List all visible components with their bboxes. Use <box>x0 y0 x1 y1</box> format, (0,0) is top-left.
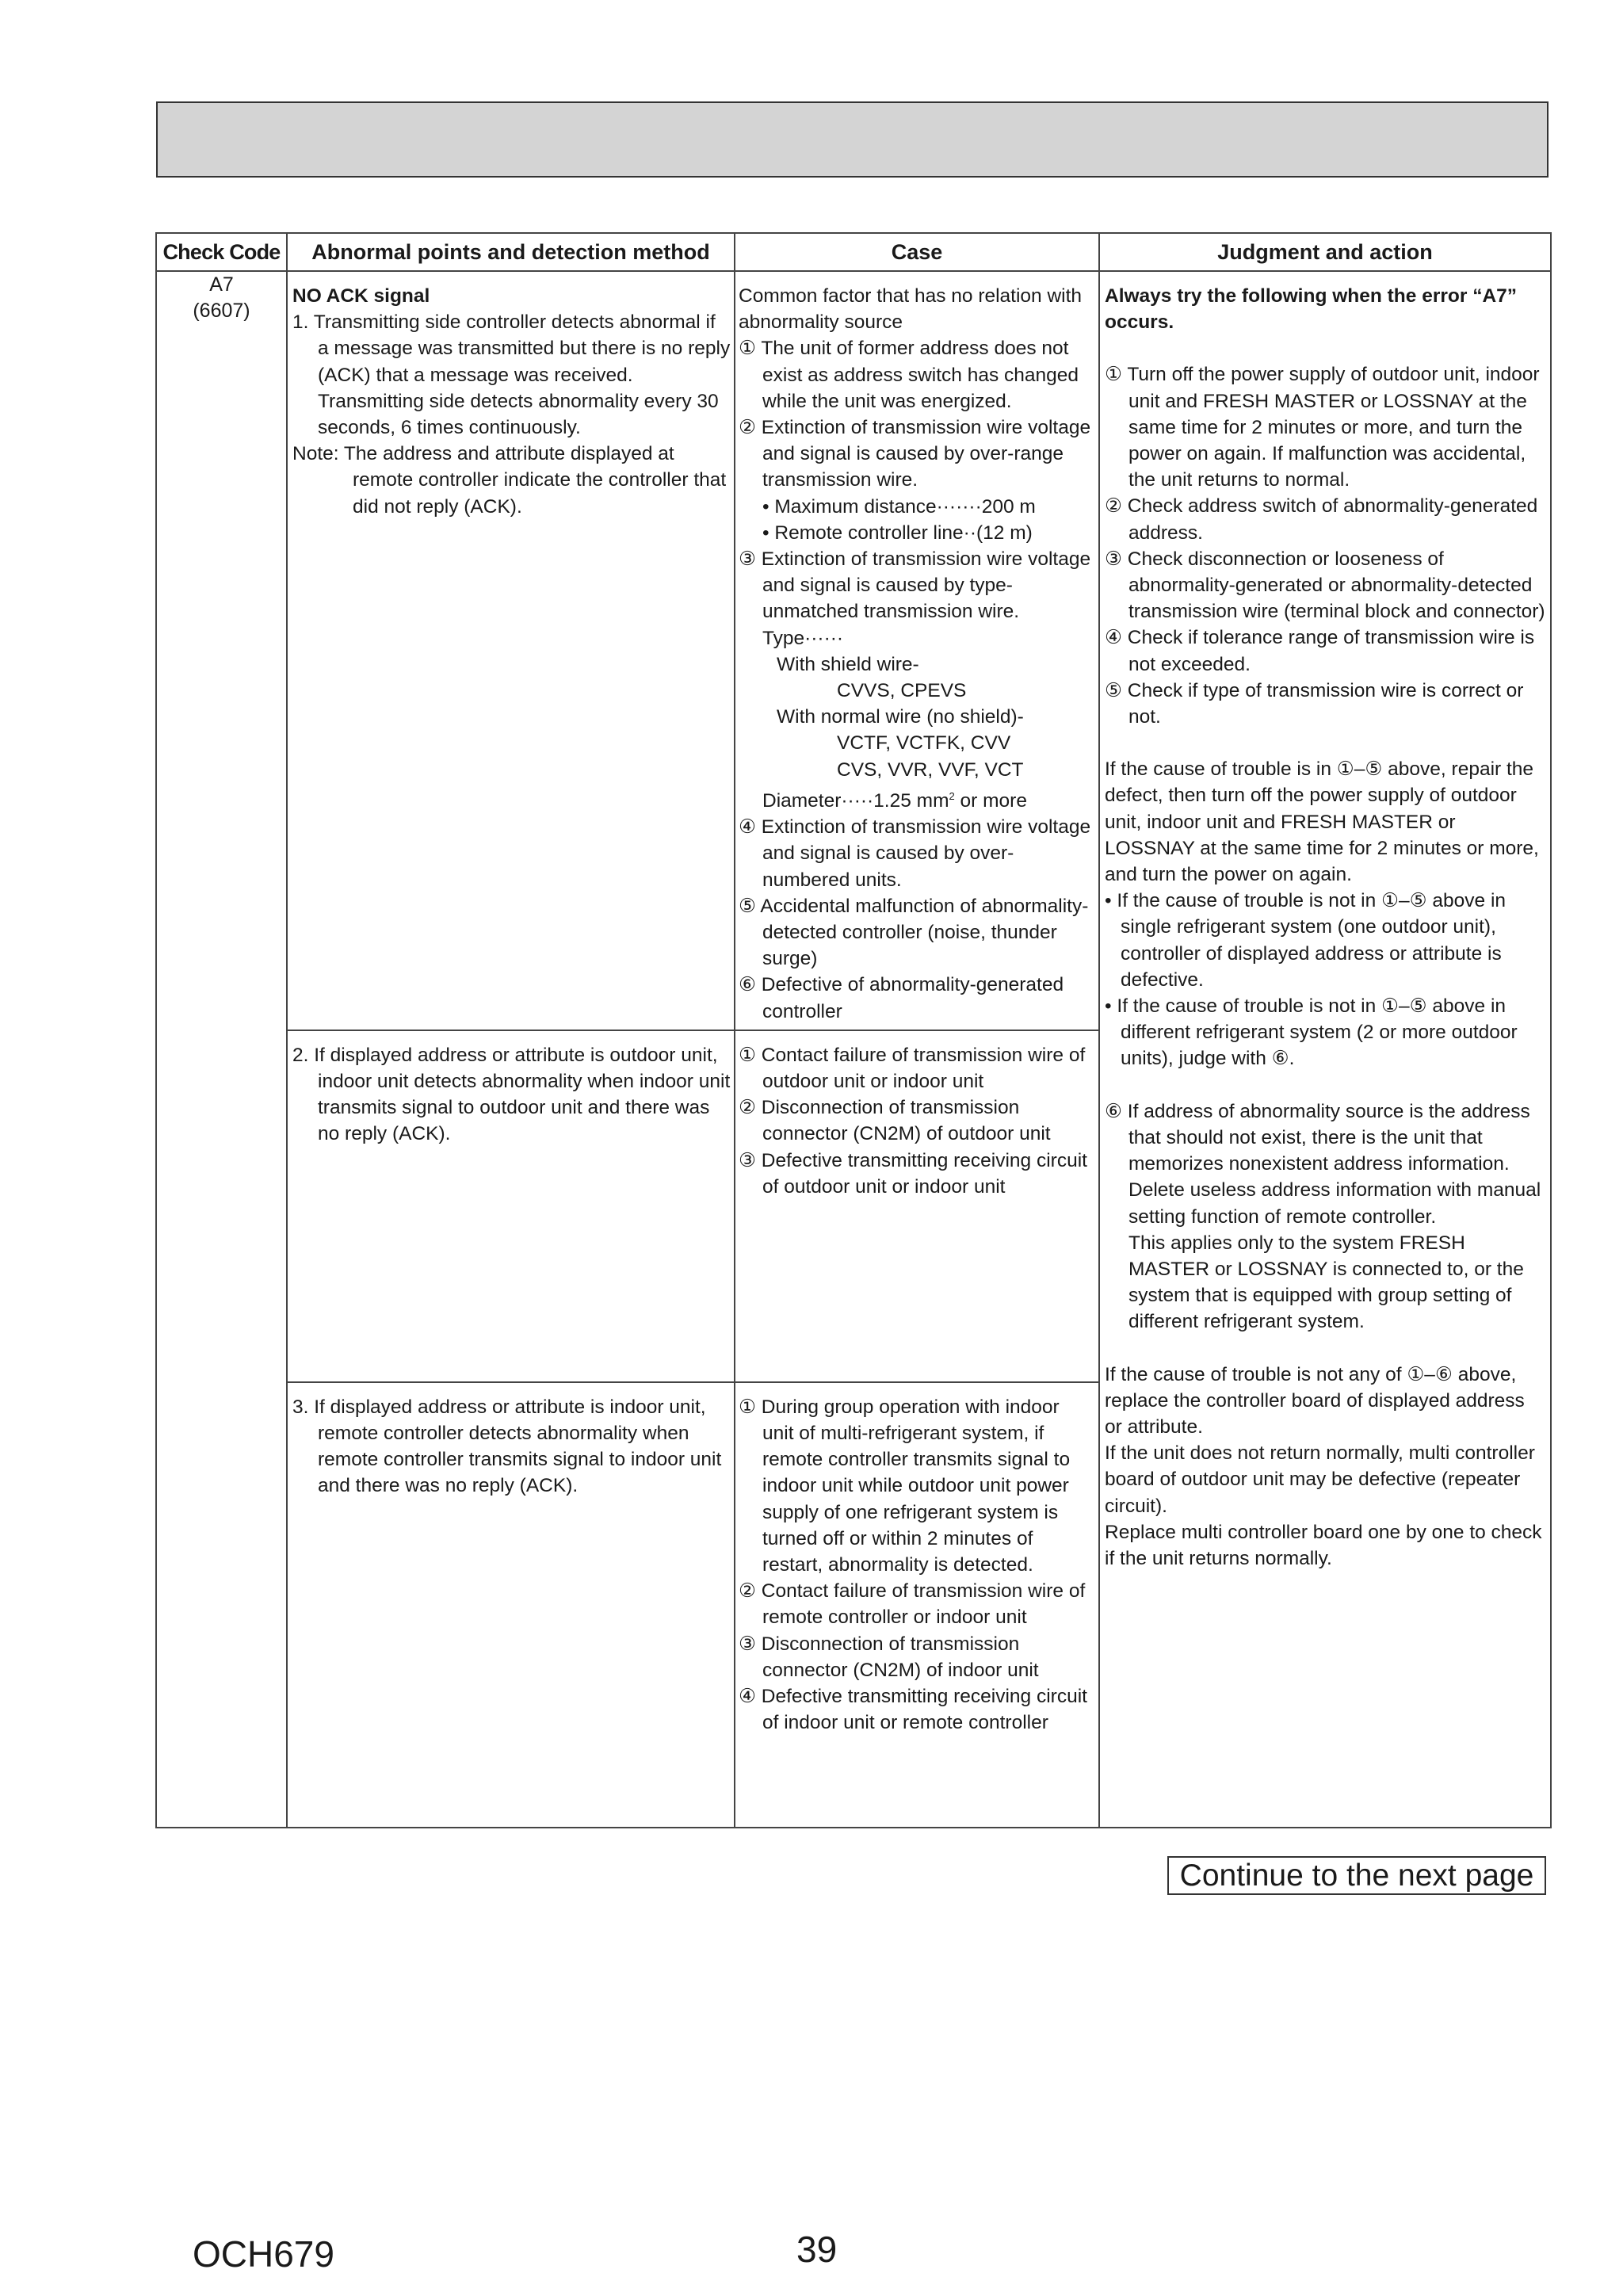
judgment-paragraph-2: If the cause of trouble is not any of ①–⑥ above, replace the controller board of displayed address or attribute. <box>1105 1363 1525 1438</box>
case-1-3-diameter <box>739 783 1095 814</box>
case-1-3-shield-types: CVVS, CPEVS <box>837 680 967 702</box>
judgment-paragraph-3: If the unit does not return normally, multi controller board of outdoor unit may be defective (repeater circuit). <box>1105 1442 1535 1517</box>
abnormal-title: NO ACK signal <box>292 285 430 307</box>
case-1-5: ⑤ Accidental malfunction of abnormality-detected controller (noise, thunder surge) <box>739 895 1089 970</box>
case-2-1: ① Contact failure of transmission wire of outdoor unit or indoor unit <box>739 1044 1086 1093</box>
judgment-6-note: This applies only to the system FRESH MASTER or LOSSNAY is connected to, or the system that is equipped with group setting of different refrigerant system. <box>1128 1232 1524 1333</box>
case-1-3-normal: With normal wire (no shield)- <box>777 706 1024 728</box>
table-row <box>156 271 1551 1030</box>
case-1-4: ④ Extinction of transmission wire voltage and signal is caused by over-numbered units. <box>739 816 1091 891</box>
judgment-3: ③ Check disconnection or looseness of abnormality-generated or abnormality-detected transmission wire (terminal block and connector) <box>1105 548 1545 623</box>
check-code-cell <box>156 271 287 1828</box>
header-check-code: Check Code <box>156 233 287 271</box>
case-cell-1 <box>735 271 1099 1030</box>
judgment-5: ⑤ Check if type of transmission wire is correct or not. <box>1105 679 1524 728</box>
case-1-3: ③ Extinction of transmission wire voltage and signal is caused by type-unmatched transmission wire. <box>739 548 1091 623</box>
check-code-name: A7 <box>209 273 234 296</box>
continue-next-page-label: Continue to the next page <box>1167 1856 1546 1895</box>
case-1-1: ① The unit of former address does not exist as address switch has changed while the unit was energized. <box>739 338 1079 412</box>
diameter-tail: or more <box>954 790 1027 812</box>
abnormal-item-3: 3. If displayed address or attribute is indoor unit, remote controller detects abnormality when remote controller transmits signal to indoor unit and there was no reply (ACK). <box>292 1396 722 1497</box>
case-3-4: ④ Defective transmitting receiving circuit of indoor unit or remote controller <box>739 1686 1087 1734</box>
abnormal-cell-3 <box>287 1382 735 1828</box>
header-case: Case <box>735 233 1099 271</box>
judgment-title: Always try the following when the error “A7” occurs. <box>1105 285 1518 334</box>
judgment-paragraph-4: Replace multi controller board one by one to check if the unit returns normally. <box>1105 1521 1542 1569</box>
check-code-table <box>155 232 1552 1828</box>
judgment-1: ① Turn off the power supply of outdoor unit, indoor unit and FRESH MASTER or LOSSNAY at the same time for 2 minutes or more, and turn the power on again. If malfunction was accidental, the unit returns to normal. <box>1105 364 1540 491</box>
page-number: 39 <box>796 2229 838 2270</box>
abnormal-note: Note: The address and attribute displayed at remote controller indicate the controller that did not reply (ACK). <box>292 443 727 518</box>
diameter-value: Diameter·····1.25 mm <box>762 790 949 812</box>
judgment-6: ⑥ If address of abnormality source is the address that should not exist, there is the unit that memorizes nonexistent address information. Delete useless address information with manual setting function of remote controller. <box>1105 1100 1541 1228</box>
abnormal-cell-2 <box>287 1030 735 1382</box>
judgment-bullet-2: • If the cause of trouble is not in ①–⑤ above in different refrigerant system (2 or more outdoor units), judge with ⑥. <box>1105 995 1518 1070</box>
judgment-4: ④ Check if tolerance range of transmission wire is not exceeded. <box>1105 627 1535 675</box>
abnormal-cell-1 <box>287 271 735 1030</box>
case-1-2-distance: • Maximum distance·······200 m <box>762 495 1036 518</box>
case-1-3-shield: With shield wire- <box>777 653 919 675</box>
header-judgment: Judgment and action <box>1099 233 1551 271</box>
judgment-cell <box>1099 271 1551 1828</box>
case-1-2: ② Extinction of transmission wire voltage and signal is caused by over-range transmission wire. <box>739 417 1091 491</box>
case-cell-2 <box>735 1030 1099 1382</box>
check-code-number: (6607) <box>193 300 250 322</box>
judgment-paragraph-1: If the cause of trouble is in ①–⑤ above, repair the defect, then turn off the power supply of outdoor unit, indoor unit and FRESH MASTER or LOSSNAY at the same time for 2 minutes or more, and turn the power on again. <box>1105 758 1539 886</box>
case-3-1: ① During group operation with indoor unit of multi-refrigerant system, if remote controller transmits signal to indoor unit while outdoor unit power supply of one refrigerant system is turned off or within 2 minutes of restart, abnormality is detected. <box>739 1396 1071 1576</box>
case-1-3-type: Type······ <box>762 627 844 649</box>
case-1-2-remote-line: • Remote controller line··(12 m) <box>762 521 1033 544</box>
abnormal-item-1: 1. Transmitting side controller detects abnormal if a message was transmitted but there is no reply (ACK) that a message was received. Transmitting side detects abnormality every 30 seconds, 6 times continuously. <box>292 311 731 439</box>
case-intro: Common factor that has no relation with abnormality source <box>739 285 1083 334</box>
case-cell-3 <box>735 1382 1099 1828</box>
diameter-superscript: 2 <box>949 789 955 802</box>
page-header-bar <box>156 101 1549 178</box>
case-2-3: ③ Defective transmitting receiving circuit of outdoor unit or indoor unit <box>739 1149 1087 1198</box>
judgment-bullet-1: • If the cause of trouble is not in ①–⑤ above in single refrigerant system (one outdoor unit), controller of displayed address or attribute is defective. <box>1105 890 1507 991</box>
abnormal-item-2: 2. If displayed address or attribute is outdoor unit, indoor unit detects abnormality when indoor unit transmits signal to outdoor unit and there was no reply (ACK). <box>292 1044 731 1145</box>
case-2-2: ② Disconnection of transmission connector (CN2M) of outdoor unit <box>739 1097 1051 1145</box>
case-1-3-normal-types-1: VCTF, VCTFK, CVV <box>837 732 1011 755</box>
judgment-2: ② Check address switch of abnormality-generated address. <box>1105 495 1538 544</box>
case-3-3: ③ Disconnection of transmission connector (CN2M) of indoor unit <box>739 1633 1039 1681</box>
case-1-3-normal-types-2: CVS, VVR, VVF, VCT <box>837 758 1024 781</box>
table-header-row <box>156 233 1551 271</box>
header-abnormal-points: Abnormal points and detection method <box>287 233 735 271</box>
case-1-6: ⑥ Defective of abnormality-generated controller <box>739 974 1064 1022</box>
case-3-2: ② Contact failure of transmission wire of remote controller or indoor unit <box>739 1580 1086 1629</box>
document-code: OCH679 <box>193 2233 334 2275</box>
